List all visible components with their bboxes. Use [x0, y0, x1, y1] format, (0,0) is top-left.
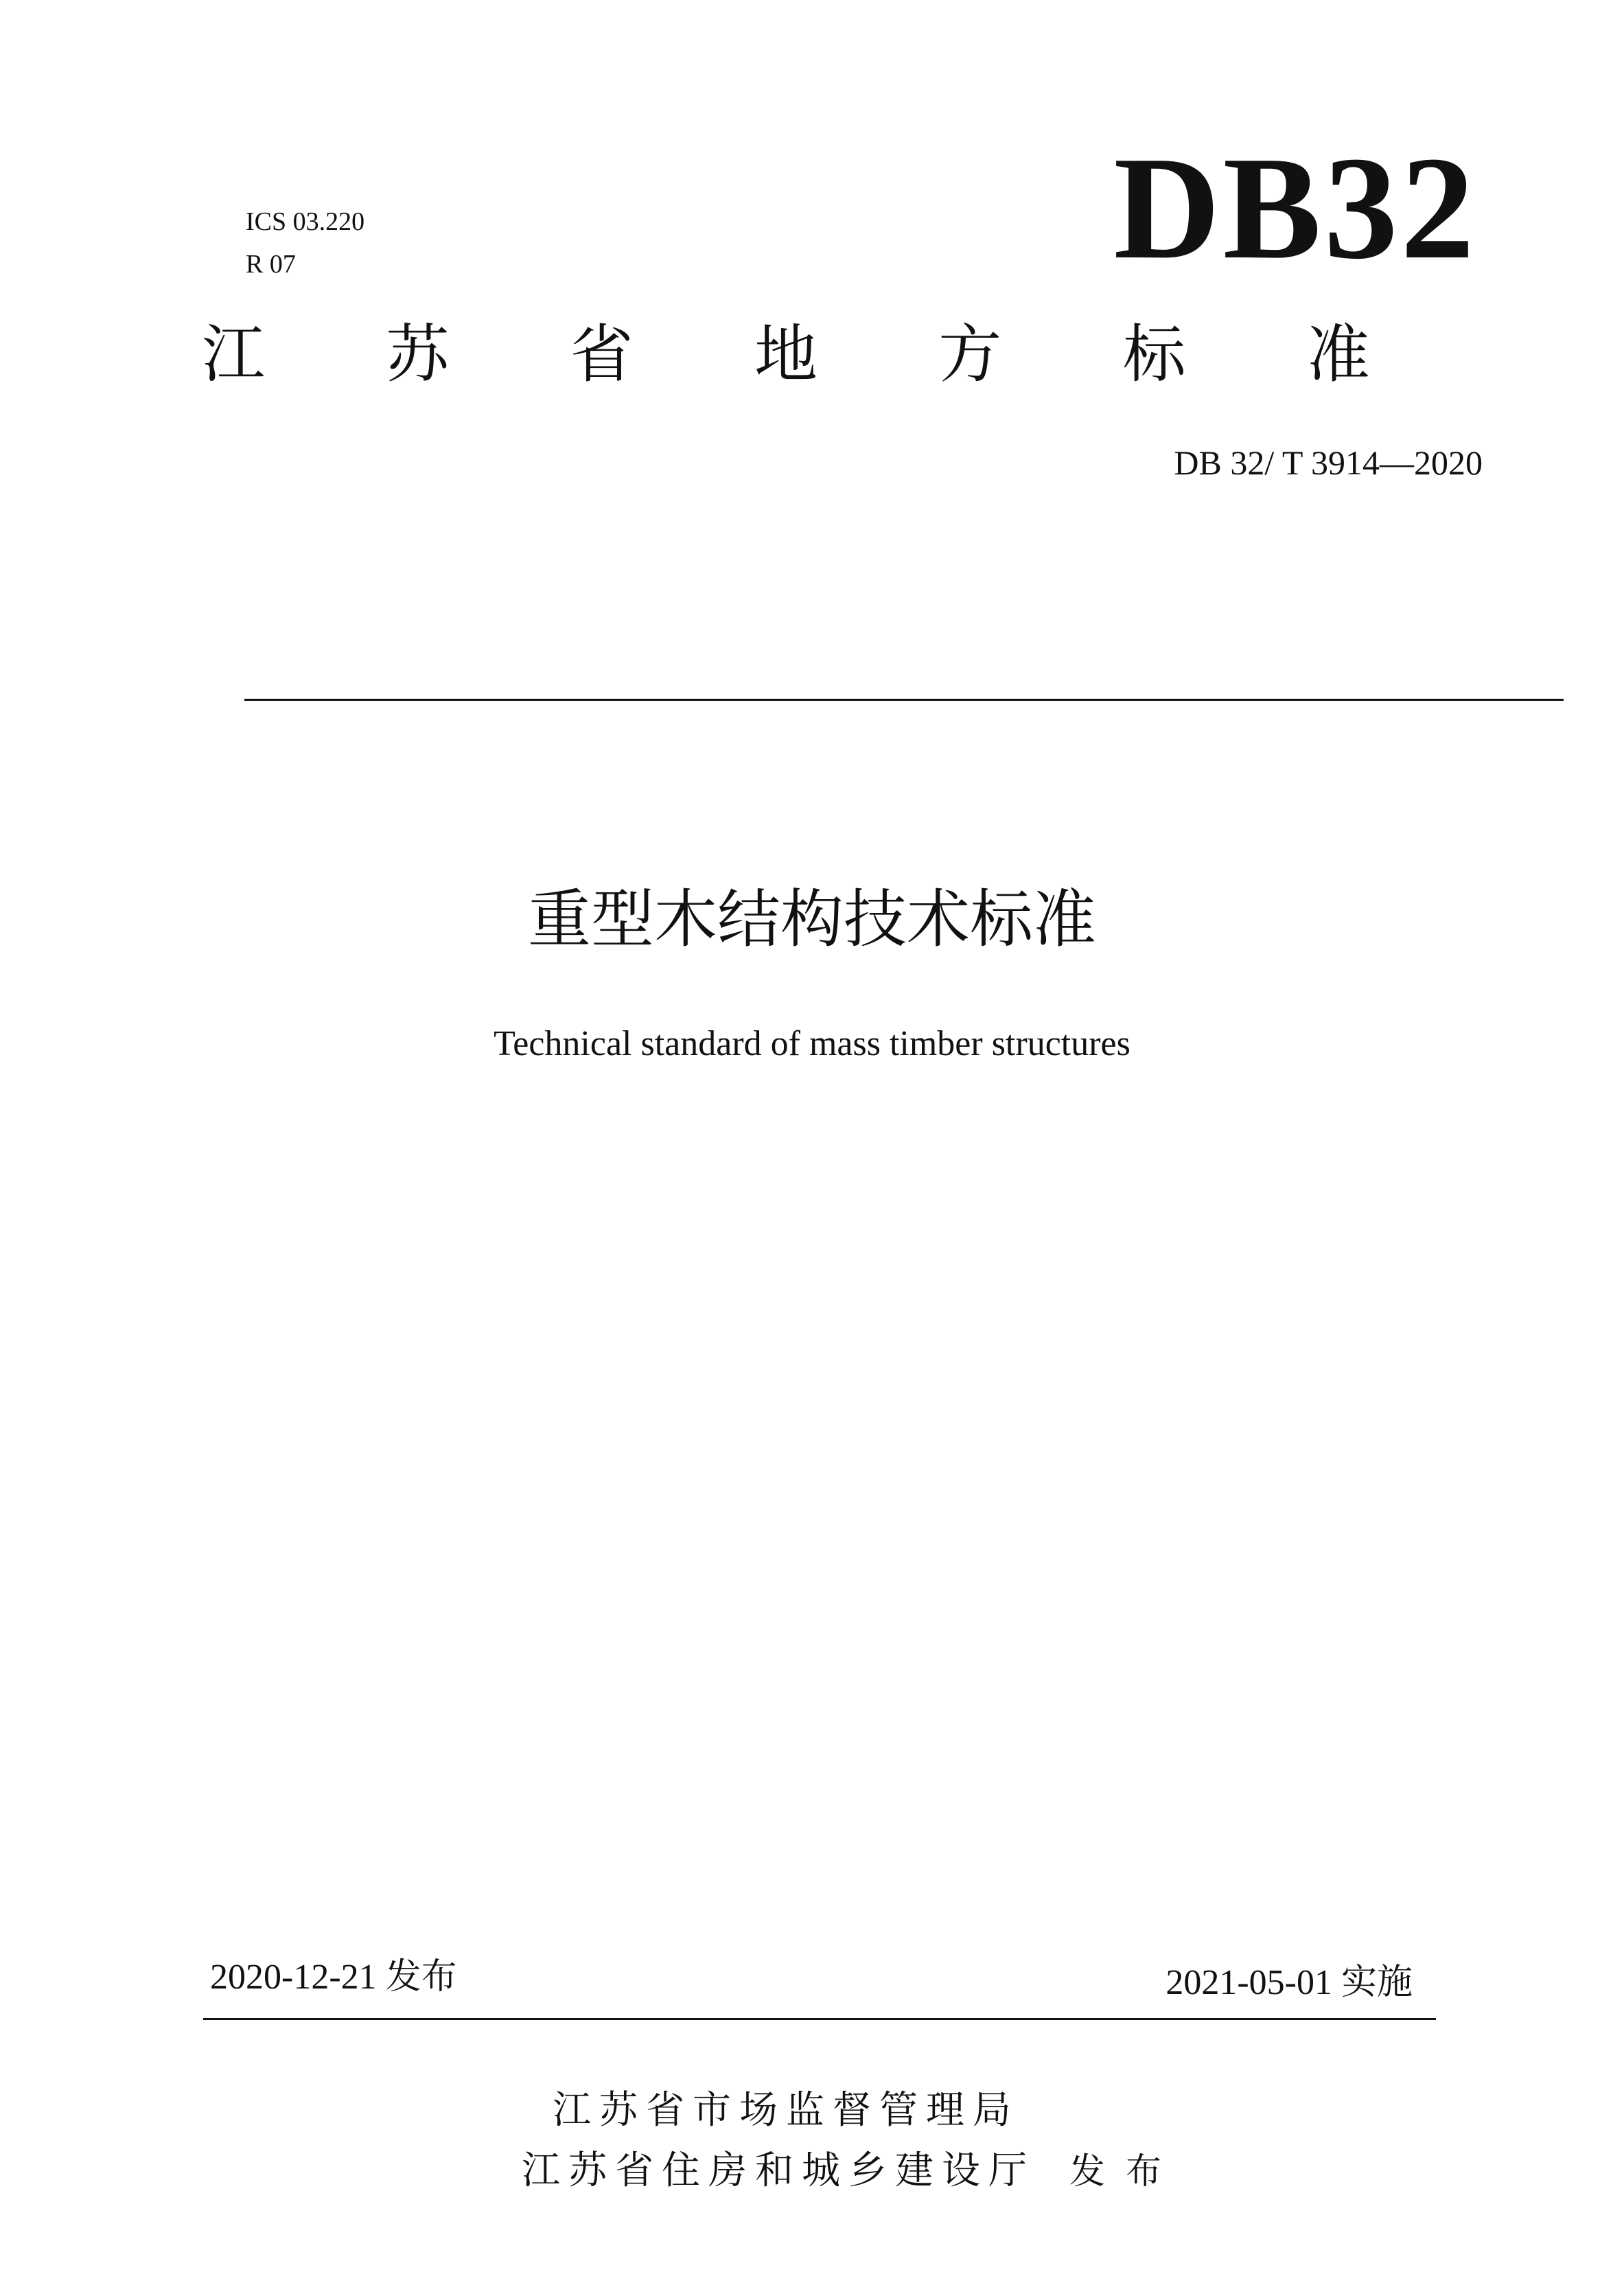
implementation-date: 2021-05-01 实施 — [1165, 1963, 1413, 2002]
issue-date: 2020-12-21 发布 — [210, 1958, 457, 1997]
ics-code: ICS 03.220 — [246, 207, 365, 236]
issuer-housing-construction: 江苏省住房和城乡建设厅 — [522, 2148, 1035, 2193]
bottom-divider — [203, 2018, 1436, 2020]
standard-type-char: 方 — [938, 318, 1002, 391]
standard-type-char: 江 — [201, 318, 265, 391]
class-code: R 07 — [246, 250, 296, 279]
publish-label: 发布 — [1069, 2151, 1183, 2192]
standard-type-char: 苏 — [386, 318, 450, 391]
title-chinese: 重型木结构技术标准 — [527, 883, 1096, 956]
issuer-market-regulation: 江苏省市场监督管理局 — [553, 2088, 1019, 2133]
ics-classification — [246, 200, 364, 286]
standard-type-char: 省 — [570, 318, 634, 391]
issuing-authorities — [522, 2083, 1182, 2199]
standard-type-char: 地 — [754, 318, 817, 391]
standard-number: DB 32/ T 3914—2020 — [1174, 443, 1483, 482]
standard-type-char: 标 — [1122, 318, 1186, 391]
issuer-row — [522, 2144, 1182, 2199]
db-mark: DB32 — [1113, 126, 1477, 290]
standard-type-heading — [196, 317, 1376, 393]
top-divider — [244, 699, 1564, 701]
title-english: Technical standard of mass timber structures — [494, 1024, 1130, 1063]
standard-type-char: 准 — [1306, 318, 1370, 391]
